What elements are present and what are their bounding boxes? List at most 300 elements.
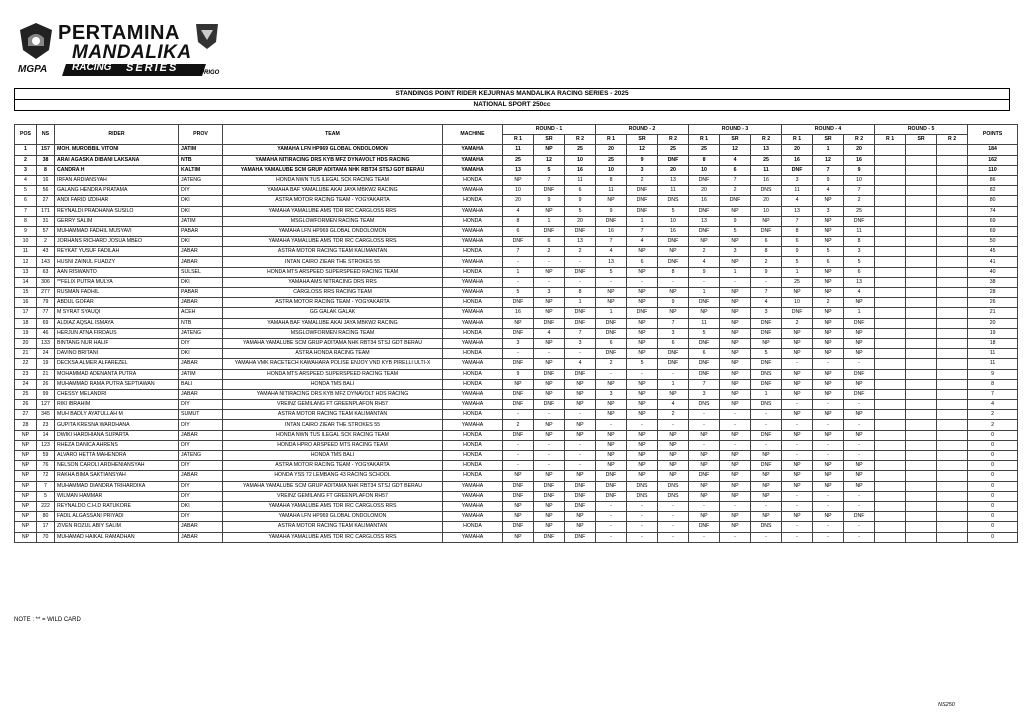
cell-round-3-race-1: - xyxy=(689,277,720,287)
cell-round-3-race-3: NP xyxy=(751,512,782,522)
cell-round-2-race-3: 20 xyxy=(658,165,689,175)
table-row xyxy=(15,501,1018,511)
cell-round-5-race-2 xyxy=(906,206,937,216)
cell-points: 0 xyxy=(968,461,1018,471)
cell-round-2-race-1: DNF xyxy=(596,328,627,338)
cell-round-4-race-3: 13 xyxy=(844,277,875,287)
cell-round-5-race-1 xyxy=(875,267,906,277)
cell-round-1-race-2: - xyxy=(534,257,565,267)
cell-pos: 13 xyxy=(15,267,37,277)
cell-rider: DWIKI HARDHIANA SUPARTA xyxy=(55,430,179,440)
cell-round-2-race-1: 1 xyxy=(596,308,627,318)
cell-round-1-race-1: DNF xyxy=(503,359,534,369)
cell-round-2-race-2: NP xyxy=(627,247,658,257)
cell-round-4-race-2: NP xyxy=(813,461,844,471)
cell-round-3-race-1: DNF xyxy=(689,226,720,236)
cell-round-4-race-2: NP xyxy=(813,430,844,440)
cell-round-2-race-3: 6 xyxy=(658,338,689,348)
cell-round-5-race-3 xyxy=(937,308,968,318)
cell-round-3-race-3: DNF xyxy=(751,379,782,389)
cell-round-5-race-2 xyxy=(906,532,937,542)
cell-round-5-race-1 xyxy=(875,237,906,247)
cell-points: 45 xyxy=(968,247,1018,257)
cell-round-3-race-3: 25 xyxy=(751,155,782,165)
table-row xyxy=(15,410,1018,420)
cell-round-2-race-2: 5 xyxy=(627,359,658,369)
cell-points: 2 xyxy=(968,420,1018,430)
cell-round-1-race-1: DNF xyxy=(503,237,534,247)
cell-round-2-race-2: NP xyxy=(627,471,658,481)
cell-round-5-race-2 xyxy=(906,257,937,267)
cell-prov: DIY xyxy=(179,400,223,410)
cell-round-5-race-2 xyxy=(906,298,937,308)
col-round-4-race-3: R 2 xyxy=(844,135,875,145)
cell-round-4-race-3: 5 xyxy=(844,257,875,267)
cell-round-1-race-2: DNF xyxy=(534,318,565,328)
cell-round-1-race-3: - xyxy=(565,349,596,359)
cell-round-2-race-1: 11 xyxy=(596,186,627,196)
cell-ns: 46 xyxy=(37,328,55,338)
cell-round-1-race-1: 5 xyxy=(503,288,534,298)
cell-round-4-race-1: NP xyxy=(782,389,813,399)
cell-round-3-race-2: NP xyxy=(720,338,751,348)
cell-round-3-race-1: NP xyxy=(689,308,720,318)
table-row xyxy=(15,328,1018,338)
cell-round-2-race-2: 3 xyxy=(627,165,658,175)
cell-ns: 345 xyxy=(37,410,55,420)
cell-ns: 57 xyxy=(37,226,55,236)
cell-round-3-race-2: NP xyxy=(720,430,751,440)
cell-round-5-race-2 xyxy=(906,267,937,277)
cell-round-5-race-1 xyxy=(875,318,906,328)
cell-round-3-race-2: NP xyxy=(720,389,751,399)
cell-round-3-race-3: DNF xyxy=(751,461,782,471)
cell-points: 7 xyxy=(968,389,1018,399)
cell-rider: WILMAN HAMMAR xyxy=(55,491,179,501)
cell-machine: HONDA xyxy=(443,379,503,389)
cell-ns: 277 xyxy=(37,288,55,298)
cell-round-3-race-1: 16 xyxy=(689,196,720,206)
cell-round-4-race-1: 7 xyxy=(782,216,813,226)
cell-pos: 25 xyxy=(15,389,37,399)
cell-round-2-race-2: NP xyxy=(627,451,658,461)
cell-round-5-race-2 xyxy=(906,226,937,236)
cell-team: INTAN CAIRO ZIEAR THE STROKES 55 xyxy=(223,257,443,267)
cell-round-3-race-2: NP xyxy=(720,491,751,501)
cell-round-1-race-2: NP xyxy=(534,338,565,348)
table-row xyxy=(15,471,1018,481)
cell-round-3-race-3: DNS xyxy=(751,186,782,196)
cell-round-1-race-2: NP xyxy=(534,379,565,389)
cell-machine: YAMAHA xyxy=(443,288,503,298)
cell-round-1-race-1: NP xyxy=(503,318,534,328)
table-row xyxy=(15,196,1018,206)
cell-round-4-race-3: 2 xyxy=(844,196,875,206)
cell-round-3-race-1: - xyxy=(689,532,720,542)
cell-round-4-race-2: NP xyxy=(813,389,844,399)
cell-round-3-race-3: NP xyxy=(751,471,782,481)
cell-round-2-race-3: DNS xyxy=(658,491,689,501)
col-rider: RIDER xyxy=(55,125,179,145)
cell-round-3-race-1: NP xyxy=(689,512,720,522)
cell-prov: JABAR xyxy=(179,298,223,308)
logo-line-4: SERIES xyxy=(126,62,179,74)
cell-round-2-race-3: 2 xyxy=(658,410,689,420)
cell-round-1-race-3: DNF xyxy=(565,226,596,236)
cell-round-2-race-2: NP xyxy=(627,400,658,410)
cell-pos: 20 xyxy=(15,338,37,348)
cell-round-3-race-3: - xyxy=(751,420,782,430)
cell-round-4-race-1: DNF xyxy=(782,165,813,175)
cell-round-1-race-1: 1 xyxy=(503,267,534,277)
cell-round-5-race-3 xyxy=(937,257,968,267)
cell-team: YAMAHA YAMALUBE AMS TDR IRC CARGLOSS RRS xyxy=(223,501,443,511)
col-machine: MACHINE xyxy=(443,125,503,145)
cell-round-5-race-2 xyxy=(906,501,937,511)
cell-pos: NP xyxy=(15,430,37,440)
cell-round-1-race-2: DNF xyxy=(534,226,565,236)
cell-ns: 8 xyxy=(37,165,55,175)
cell-round-1-race-2: NP xyxy=(534,420,565,430)
cell-round-1-race-3: DNF xyxy=(565,501,596,511)
table-row xyxy=(15,379,1018,389)
cell-round-5-race-3 xyxy=(937,400,968,410)
table-row xyxy=(15,308,1018,318)
cell-team: YAMAHA YAMALUBE AMS TDR IRC CARGLOSS RRS xyxy=(223,206,443,216)
cell-prov: DIY xyxy=(179,512,223,522)
cell-round-2-race-2: - xyxy=(627,420,658,430)
cell-round-4-race-2: NP xyxy=(813,481,844,491)
cell-prov: NTB xyxy=(179,155,223,165)
cell-prov: DKI xyxy=(179,196,223,206)
cell-round-4-race-2: NP xyxy=(813,410,844,420)
cell-round-1-race-1: 25 xyxy=(503,155,534,165)
cell-round-3-race-2: NP xyxy=(720,206,751,216)
cell-round-3-race-2: NP xyxy=(720,328,751,338)
cell-round-3-race-2: NP xyxy=(720,481,751,491)
cell-round-3-race-1: DNF xyxy=(689,298,720,308)
cell-round-3-race-3: 9 xyxy=(751,267,782,277)
cell-points: 110 xyxy=(968,165,1018,175)
cell-round-2-race-2: NP xyxy=(627,328,658,338)
cell-round-5-race-3 xyxy=(937,501,968,511)
cell-machine: YAMAHA xyxy=(443,237,503,247)
col-round-1-race-3: R 2 xyxy=(565,135,596,145)
cell-round-1-race-2: 3 xyxy=(534,288,565,298)
cell-round-3-race-2: - xyxy=(720,420,751,430)
cell-round-5-race-2 xyxy=(906,512,937,522)
cell-round-4-race-2: 2 xyxy=(813,298,844,308)
table-row xyxy=(15,481,1018,491)
cell-round-4-race-1: 1 xyxy=(782,267,813,277)
cell-round-4-race-2: NP xyxy=(813,196,844,206)
cell-round-1-race-3: DNF xyxy=(565,267,596,277)
cell-round-2-race-1: NP xyxy=(596,461,627,471)
cell-round-2-race-1: - xyxy=(596,277,627,287)
cell-round-5-race-2 xyxy=(906,247,937,257)
table-row xyxy=(15,369,1018,379)
cell-round-1-race-3: DNF xyxy=(565,481,596,491)
cell-team: YAMAHA YAMALUBE AMS TDR IRC CARGLOSS RRS xyxy=(223,237,443,247)
cell-rider: HUSNI ZAINUL FUADZY xyxy=(55,257,179,267)
cell-team: HONDA HPRO ARSPEED MTS RACING TEAM xyxy=(223,440,443,450)
cell-machine: YAMAHA xyxy=(443,420,503,430)
cell-round-1-race-2: - xyxy=(534,440,565,450)
cell-round-5-race-2 xyxy=(906,196,937,206)
cell-round-1-race-3: - xyxy=(565,277,596,287)
cell-round-1-race-1: NP xyxy=(503,379,534,389)
cell-round-5-race-1 xyxy=(875,308,906,318)
table-row xyxy=(15,420,1018,430)
col-round-1-race-1: R 1 xyxy=(503,135,534,145)
cell-team: ASTRA MOTOR RACING TEAM KALIMANTAN xyxy=(223,522,443,532)
cell-round-3-race-3: DNS xyxy=(751,400,782,410)
cell-round-2-race-3: 3 xyxy=(658,328,689,338)
cell-round-2-race-3: NP xyxy=(658,461,689,471)
cell-pos: NP xyxy=(15,440,37,450)
cell-round-3-race-3: NP xyxy=(751,216,782,226)
cell-round-4-race-2: NP xyxy=(813,288,844,298)
logo-org: MGPA xyxy=(18,64,48,75)
cell-round-4-race-1: 8 xyxy=(782,226,813,236)
cell-machine: YAMAHA xyxy=(443,501,503,511)
cell-points: 50 xyxy=(968,237,1018,247)
cell-round-5-race-2 xyxy=(906,430,937,440)
cell-round-4-race-3: 16 xyxy=(844,155,875,165)
cell-round-1-race-1: - xyxy=(503,410,534,420)
cell-round-5-race-2 xyxy=(906,216,937,226)
cell-prov: DIY xyxy=(179,338,223,348)
cell-round-4-race-1: - xyxy=(782,420,813,430)
cell-round-2-race-2: - xyxy=(627,512,658,522)
cell-round-4-race-3: - xyxy=(844,400,875,410)
cell-pos: 7 xyxy=(15,206,37,216)
cell-round-2-race-2: DNF xyxy=(627,308,658,318)
cell-machine: HONDA xyxy=(443,196,503,206)
logo-line-3: RACING xyxy=(72,62,112,73)
cell-round-5-race-2 xyxy=(906,491,937,501)
cell-rider: **FELIX PUTRA MULYA xyxy=(55,277,179,287)
cell-round-1-race-3: 1 xyxy=(565,298,596,308)
cell-round-5-race-3 xyxy=(937,216,968,226)
col-round-3: ROUND - 3 xyxy=(689,125,782,135)
cell-round-5-race-3 xyxy=(937,420,968,430)
cell-round-3-race-1: NP xyxy=(689,481,720,491)
cell-round-2-race-3: DNF xyxy=(658,257,689,267)
cell-round-4-race-1: 16 xyxy=(782,155,813,165)
cell-machine: HONDA xyxy=(443,175,503,185)
cell-round-2-race-2: - xyxy=(627,532,658,542)
table-row xyxy=(15,491,1018,501)
cell-round-2-race-1: 6 xyxy=(596,338,627,348)
cell-prov: JABAR xyxy=(179,471,223,481)
table-row xyxy=(15,400,1018,410)
cell-round-4-race-1: - xyxy=(782,451,813,461)
cell-prov: JATENG xyxy=(179,451,223,461)
cell-rider: MUHAMMAD FADHIL MUSYAVI xyxy=(55,226,179,236)
col-points: POINTS xyxy=(968,125,1018,145)
cell-round-5-race-1 xyxy=(875,379,906,389)
cell-round-2-race-3: 5 xyxy=(658,206,689,216)
cell-machine: YAMAHA xyxy=(443,206,503,216)
cell-round-5-race-3 xyxy=(937,226,968,236)
col-ns: NS xyxy=(37,125,55,145)
cell-round-3-race-2: NP xyxy=(720,451,751,461)
cell-round-3-race-1: - xyxy=(689,410,720,420)
cell-points: 0 xyxy=(968,512,1018,522)
cell-rider: GERRY SALIM xyxy=(55,216,179,226)
cell-round-5-race-2 xyxy=(906,522,937,532)
cell-round-1-race-2: DNF xyxy=(534,186,565,196)
cell-ns: 59 xyxy=(37,451,55,461)
cell-machine: HONDA xyxy=(443,451,503,461)
cell-team: MSGLOWFORMEN RACING TEAM xyxy=(223,216,443,226)
cell-machine: YAMAHA xyxy=(443,277,503,287)
cell-prov: DKI xyxy=(179,277,223,287)
cell-round-4-race-1: - xyxy=(782,532,813,542)
cell-round-1-race-3: - xyxy=(565,461,596,471)
cell-points: 0 xyxy=(968,491,1018,501)
cell-round-2-race-3: 11 xyxy=(658,186,689,196)
cell-round-2-race-3: 10 xyxy=(658,216,689,226)
cell-team: VREINZ GEMILANG FT GREENPLAFON RH57 xyxy=(223,491,443,501)
cell-round-3-race-1: 4 xyxy=(689,257,720,267)
cell-round-2-race-1: 25 xyxy=(596,155,627,165)
cell-team: MSGLOWFORMEN RACING TEAM xyxy=(223,328,443,338)
table-row xyxy=(15,338,1018,348)
cell-round-2-race-2: NP xyxy=(627,410,658,420)
cell-round-4-race-1: NP xyxy=(782,349,813,359)
cell-round-1-race-3: 6 xyxy=(565,186,596,196)
cell-round-1-race-3: NP xyxy=(565,379,596,389)
cell-round-4-race-2: 7 xyxy=(813,165,844,175)
cell-team: YAMAHA BAF YAMALUBE AKAI JAYA MBKW2 RACING xyxy=(223,186,443,196)
cell-round-5-race-1 xyxy=(875,196,906,206)
cell-round-5-race-1 xyxy=(875,277,906,287)
cell-pos: 1 xyxy=(15,145,37,155)
table-row xyxy=(15,186,1018,196)
cell-round-1-race-2: 9 xyxy=(534,196,565,206)
cell-round-3-race-3: 4 xyxy=(751,298,782,308)
cell-round-5-race-2 xyxy=(906,420,937,430)
cell-round-1-race-3: DNF xyxy=(565,532,596,542)
cell-prov: JATIM xyxy=(179,145,223,155)
cell-round-4-race-2: NP xyxy=(813,216,844,226)
table-row xyxy=(15,349,1018,359)
cell-round-4-race-3: 10 xyxy=(844,175,875,185)
cell-round-5-race-1 xyxy=(875,440,906,450)
cell-round-5-race-2 xyxy=(906,237,937,247)
cell-team: HONDA YSS 72 LEMBANG 43 RACING SCHOOL xyxy=(223,471,443,481)
cell-round-4-race-2: - xyxy=(813,400,844,410)
cell-round-3-race-3: 10 xyxy=(751,206,782,216)
table-row xyxy=(15,175,1018,185)
cell-prov: JATIM xyxy=(179,216,223,226)
cell-points: 8 xyxy=(968,379,1018,389)
cell-ns: 7 xyxy=(37,481,55,491)
cell-round-1-race-1: 2 xyxy=(503,420,534,430)
cell-round-2-race-1: 20 xyxy=(596,145,627,155)
cell-rider: MUHAMMAD RAMA PUTRA SEPTIAWAN xyxy=(55,379,179,389)
cell-round-2-race-1: NP xyxy=(596,410,627,420)
cell-round-3-race-1: DNF xyxy=(689,175,720,185)
cell-round-2-race-1: 4 xyxy=(596,247,627,257)
cell-team: ASTRA HONDA RACING TEAM xyxy=(223,349,443,359)
class-title: NATIONAL SPORT 250cc xyxy=(473,101,551,108)
cell-round-5-race-1 xyxy=(875,400,906,410)
cell-round-4-race-3: NP xyxy=(844,298,875,308)
cell-round-4-race-2: 12 xyxy=(813,155,844,165)
cell-machine: YAMAHA xyxy=(443,155,503,165)
col-round-5: ROUND - 5 xyxy=(875,125,968,135)
cell-round-2-race-3: 9 xyxy=(658,298,689,308)
cell-pos: NP xyxy=(15,501,37,511)
cell-pos: 26 xyxy=(15,400,37,410)
cell-prov: JABAR xyxy=(179,359,223,369)
cell-round-5-race-3 xyxy=(937,155,968,165)
cell-round-2-race-1: - xyxy=(596,522,627,532)
cell-round-3-race-2: NP xyxy=(720,400,751,410)
cell-round-5-race-3 xyxy=(937,175,968,185)
cell-round-4-race-3: 3 xyxy=(844,247,875,257)
cell-round-5-race-2 xyxy=(906,359,937,369)
cell-machine: YAMAHA xyxy=(443,359,503,369)
cell-round-5-race-1 xyxy=(875,155,906,165)
cell-rider: MOHAMMAD ADENANTA PUTRA xyxy=(55,369,179,379)
cell-round-3-race-3: - xyxy=(751,440,782,450)
cell-points: 0 xyxy=(968,522,1018,532)
cell-round-1-race-1: DNF xyxy=(503,298,534,308)
cell-round-4-race-2: NP xyxy=(813,318,844,328)
cell-round-2-race-2: 1 xyxy=(627,216,658,226)
cell-machine: YAMAHA xyxy=(443,389,503,399)
cell-team: YAMAHA NITIRACING DRS KYB MFZ DYNAVOLT HDS RACING xyxy=(223,155,443,165)
cell-round-3-race-1: DNF xyxy=(689,359,720,369)
cell-round-1-race-3: - xyxy=(565,451,596,461)
cell-round-1-race-3: 16 xyxy=(565,165,596,175)
cell-ns: 79 xyxy=(37,298,55,308)
cell-round-2-race-3: NP xyxy=(658,440,689,450)
cell-round-5-race-2 xyxy=(906,349,937,359)
col-round-3-race-2: SR xyxy=(720,135,751,145)
cell-team: YAMAHA YAMALUBE SCM GRUP ADITAMA NHK RBT34 STSJ GDT BERAU xyxy=(223,165,443,175)
cell-round-1-race-1: 4 xyxy=(503,206,534,216)
cell-round-5-race-3 xyxy=(937,451,968,461)
cell-round-4-race-3: - xyxy=(844,501,875,511)
cell-round-4-race-1: NP xyxy=(782,471,813,481)
cell-ns: 23 xyxy=(37,420,55,430)
cell-round-2-race-3: NP xyxy=(658,308,689,318)
table-row xyxy=(15,522,1018,532)
cell-round-2-race-3: DNF xyxy=(658,237,689,247)
cell-round-5-race-3 xyxy=(937,359,968,369)
logo-line-2: MANDALIKA xyxy=(72,42,192,63)
col-pos: POS xyxy=(15,125,37,145)
cell-round-1-race-1: 13 xyxy=(503,165,534,175)
cell-rider: GALANG HENDRA PRATAMA xyxy=(55,186,179,196)
cell-points: 69 xyxy=(968,216,1018,226)
cell-round-5-race-3 xyxy=(937,237,968,247)
cell-round-2-race-3: NP xyxy=(658,471,689,481)
cell-round-4-race-2: NP xyxy=(813,267,844,277)
cell-rider: CANDRA H xyxy=(55,165,179,175)
cell-round-3-race-1: NP xyxy=(689,491,720,501)
cell-round-3-race-1: 8 xyxy=(689,155,720,165)
cell-rider: RAKHA BIMA SAKTIANSYAH xyxy=(55,471,179,481)
cell-prov: DIY xyxy=(179,420,223,430)
cell-round-1-race-2: 5 xyxy=(534,165,565,175)
cell-ns: 143 xyxy=(37,257,55,267)
